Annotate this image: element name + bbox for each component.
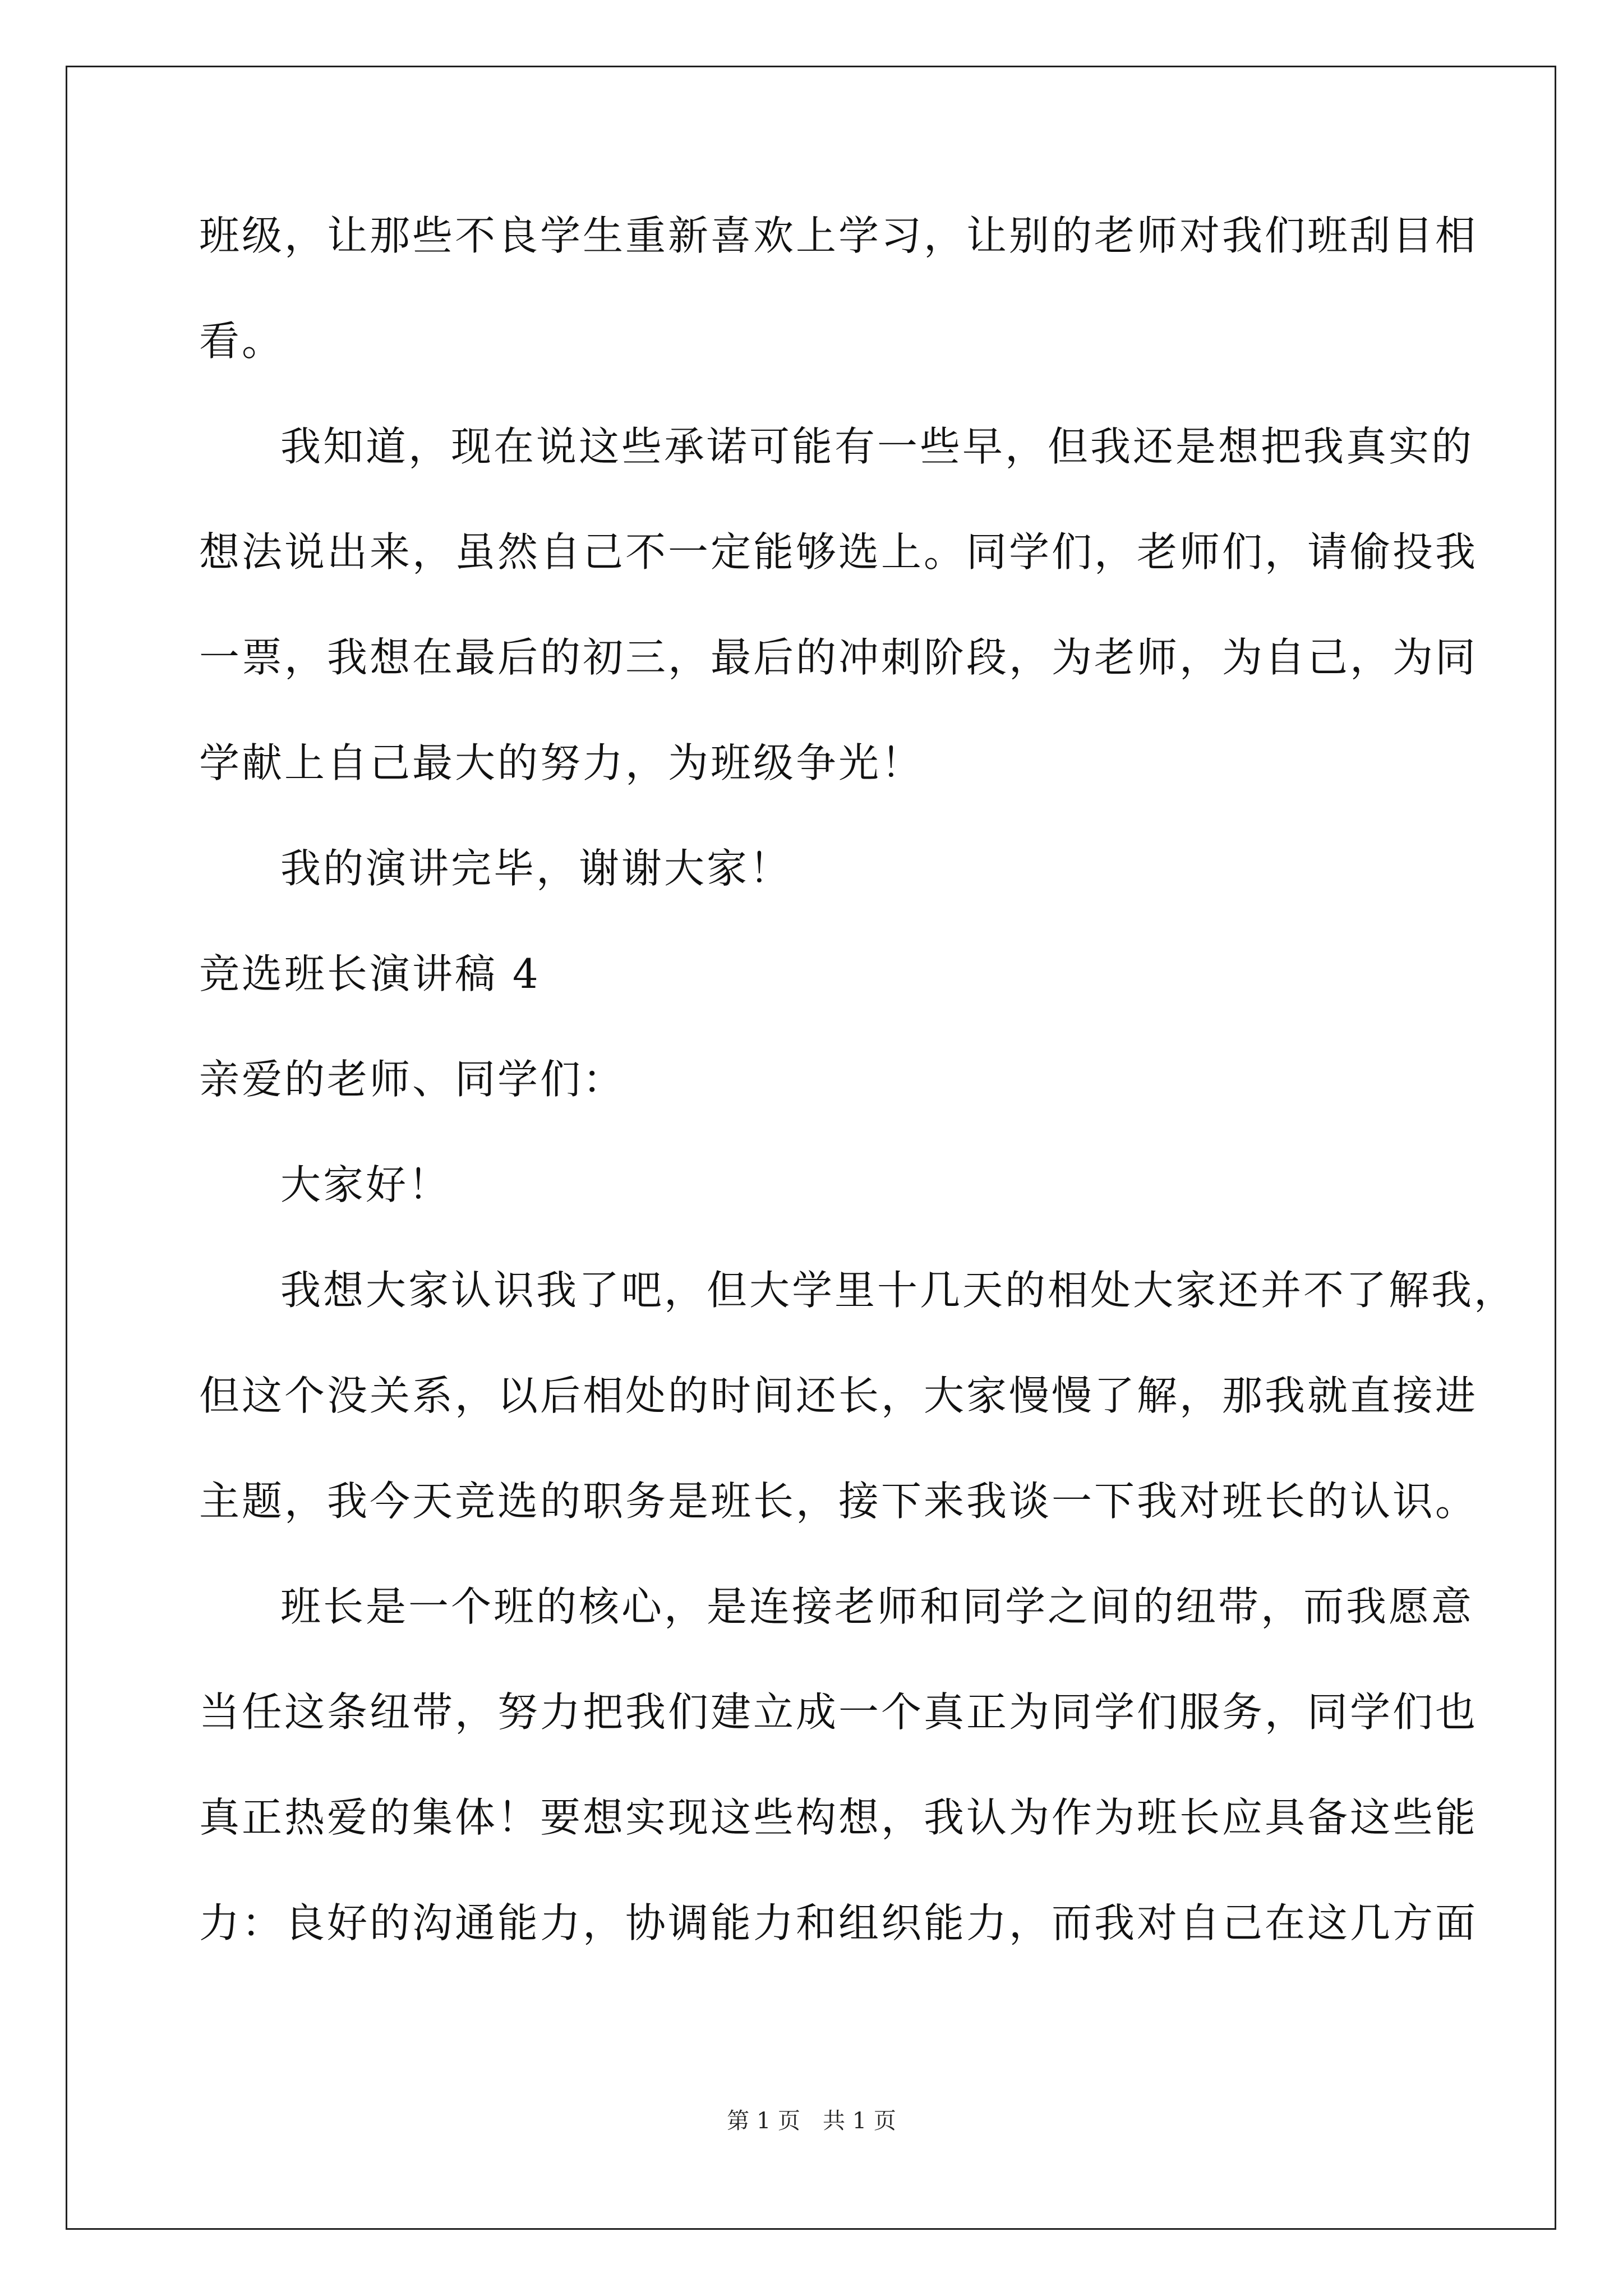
paragraph-line: 真正热爱的集体！要想实现这些构想，我认为作为班长应具备这些能 (199, 1794, 1478, 1841)
paragraph-line: 但这个没关系，以后相处的时间还长，大家慢慢了解，那我就直接进 (199, 1372, 1478, 1419)
paragraph-line: 看。 (199, 318, 285, 365)
paragraph-line: 主题，我今天竞选的职务是班长，接下来我谈一下我对班长的认识。 (199, 1478, 1478, 1525)
page-footer: 第 1 页 共 1 页 (727, 2108, 896, 2134)
greeting: 大家好！ (280, 1161, 451, 1208)
section-title: 竞选班长演讲稿 4 (199, 950, 541, 997)
paragraph-line: 力：良好的沟通能力，协调能力和组织能力，而我对自己在这几方面 (199, 1899, 1478, 1947)
paragraph-line: 班长是一个班的核心，是连接老师和同学之间的纽带，而我愿意 (280, 1583, 1474, 1630)
paragraph-line: 想法说出来，虽然自己不一定能够选上。同学们，老师们，请偷投我 (199, 528, 1478, 576)
salutation: 亲爱的老师、同学们： (199, 1056, 626, 1103)
closing-line: 我的演讲完毕，谢谢大家！ (280, 845, 792, 892)
paragraph-line: 当任这条纽带，努力把我们建立成一个真正为同学们服务，同学们也 (199, 1688, 1478, 1736)
paragraph-line: 班级，让那些不良学生重新喜欢上学习，让别的老师对我们班刮目相 (199, 212, 1478, 259)
paragraph-line: 我想大家认识我了吧，但大学里十几天的相处大家还并不了解我， (280, 1267, 1517, 1314)
paragraph-line: 学献上自己最大的努力，为班级争光！ (199, 739, 924, 786)
paragraph-line: 一票，我想在最后的初三，最后的冲刺阶段，为老师，为自己，为同 (199, 634, 1478, 681)
paragraph-line: 我知道，现在说这些承诺可能有一些早，但我还是想把我真实的 (280, 423, 1474, 470)
